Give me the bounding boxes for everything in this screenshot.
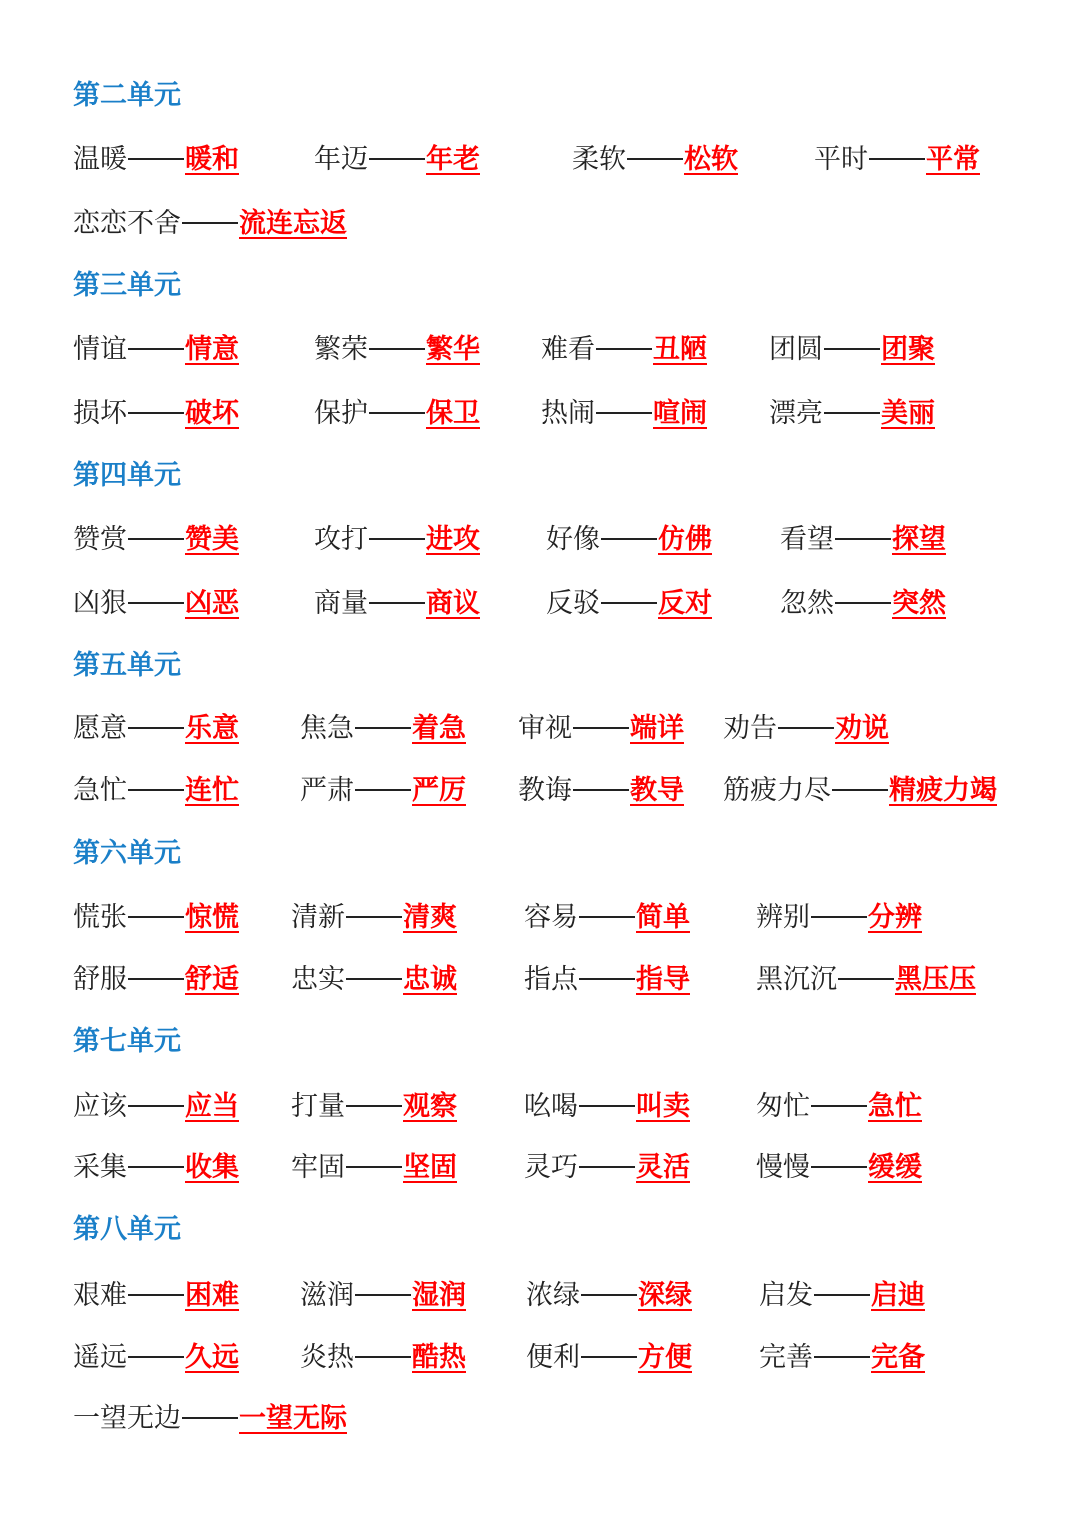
em-dash-divider: [355, 727, 411, 729]
source-word: 看望: [780, 524, 834, 555]
em-dash-divider: [346, 916, 402, 918]
source-word: 吆喝: [524, 1091, 578, 1122]
em-dash-divider: [355, 1356, 411, 1358]
em-dash-divider: [778, 727, 834, 729]
synonym-answer: 繁华: [426, 334, 480, 365]
source-word: 打量: [291, 1091, 345, 1122]
em-dash-divider: [814, 1356, 870, 1358]
synonym-answer: 流连忘返: [239, 208, 347, 239]
synonym-pair: [291, 1146, 457, 1190]
source-word: 愿意: [73, 713, 127, 744]
word-row: [0, 769, 1080, 813]
em-dash-divider: [128, 1356, 184, 1358]
synonym-pair: [314, 582, 480, 626]
source-word: 遥远: [73, 1342, 127, 1373]
unit-heading: 第二单元: [73, 80, 181, 111]
synonym-pair: [300, 769, 466, 813]
synonym-pair: [73, 392, 239, 436]
source-word: 严肃: [300, 775, 354, 806]
synonym-answer: 进攻: [426, 524, 480, 555]
synonym-answer: 舒适: [185, 964, 239, 995]
synonym-pair: [73, 582, 239, 626]
synonym-answer: 保卫: [426, 398, 480, 429]
synonym-pair: [73, 1397, 347, 1441]
synonym-answer: 情意: [185, 334, 239, 365]
synonym-pair: [546, 518, 712, 562]
em-dash-divider: [835, 602, 891, 604]
em-dash-divider: [128, 916, 184, 918]
source-word: 完善: [759, 1342, 813, 1373]
source-word: 浓绿: [526, 1280, 580, 1311]
source-word: 匆忙: [756, 1091, 810, 1122]
source-word: 慢慢: [756, 1152, 810, 1183]
em-dash-divider: [182, 222, 238, 224]
synonym-answer: 观察: [403, 1091, 457, 1122]
word-row: [0, 1397, 1080, 1441]
synonym-pair: [73, 1146, 239, 1190]
synonym-pair: [780, 582, 946, 626]
synonym-pair: [518, 707, 684, 751]
synonym-pair: [814, 138, 980, 182]
synonym-pair: [780, 518, 946, 562]
synonym-pair: [314, 138, 480, 182]
em-dash-divider: [838, 978, 894, 980]
source-word: 舒服: [73, 964, 127, 995]
word-row: [0, 896, 1080, 940]
synonym-answer: 急忙: [868, 1091, 922, 1122]
synonym-pair: [756, 958, 976, 1002]
source-word: 温暖: [73, 144, 127, 175]
synonym-pair: [572, 138, 738, 182]
synonym-pair: [524, 1085, 690, 1129]
synonym-answer: 暖和: [185, 144, 239, 175]
em-dash-divider: [811, 1105, 867, 1107]
source-word: 清新: [291, 902, 345, 933]
synonym-answer: 乐意: [185, 713, 239, 744]
em-dash-divider: [128, 727, 184, 729]
source-word: 团圆: [769, 334, 823, 365]
em-dash-divider: [128, 538, 184, 540]
synonym-answer: 严厉: [412, 775, 466, 806]
synonym-pair: [756, 1146, 922, 1190]
source-word: 年迈: [314, 144, 368, 175]
em-dash-divider: [128, 789, 184, 791]
em-dash-divider: [182, 1417, 238, 1419]
synonym-answer: 灵活: [636, 1152, 690, 1183]
source-word: 指点: [524, 964, 578, 995]
word-row: [0, 518, 1080, 562]
synonym-answer: 困难: [185, 1280, 239, 1311]
source-word: 攻打: [314, 524, 368, 555]
em-dash-divider: [128, 1105, 184, 1107]
source-word: 黑沉沉: [756, 964, 837, 995]
synonym-answer: 久远: [185, 1342, 239, 1373]
em-dash-divider: [811, 1166, 867, 1168]
em-dash-divider: [128, 1294, 184, 1296]
em-dash-divider: [627, 158, 683, 160]
synonym-pair: [541, 328, 707, 372]
synonym-pair: [300, 1274, 466, 1318]
synonym-answer: 平常: [926, 144, 980, 175]
synonym-pair: [524, 1146, 690, 1190]
source-word: 柔软: [572, 144, 626, 175]
unit-heading: 第三单元: [73, 270, 181, 301]
source-word: 商量: [314, 588, 368, 619]
unit-heading: 第四单元: [73, 460, 181, 491]
synonym-answer: 年老: [426, 144, 480, 175]
source-word: 劝告: [723, 713, 777, 744]
synonym-answer: 黑压压: [895, 964, 976, 995]
synonym-answer: 凶恶: [185, 588, 239, 619]
em-dash-divider: [824, 412, 880, 414]
synonym-answer: 突然: [892, 588, 946, 619]
word-row: [0, 202, 1080, 246]
source-word: 热闹: [541, 398, 595, 429]
source-word: 艰难: [73, 1280, 127, 1311]
em-dash-divider: [579, 1105, 635, 1107]
source-word: 忠实: [291, 964, 345, 995]
unit-heading: 第七单元: [73, 1026, 181, 1057]
synonym-answer: 分辨: [868, 902, 922, 933]
synonym-pair: [526, 1274, 692, 1318]
source-word: 好像: [546, 524, 600, 555]
em-dash-divider: [369, 412, 425, 414]
synonym-answer: 美丽: [881, 398, 935, 429]
synonym-answer: 反对: [658, 588, 712, 619]
synonym-pair: [73, 1274, 239, 1318]
source-word: 难看: [541, 334, 595, 365]
em-dash-divider: [601, 538, 657, 540]
em-dash-divider: [346, 1166, 402, 1168]
em-dash-divider: [128, 158, 184, 160]
synonym-answer: 深绿: [638, 1280, 692, 1311]
synonym-answer: 破坏: [185, 398, 239, 429]
synonym-pair: [73, 202, 347, 246]
synonym-answer: 一望无际: [239, 1403, 347, 1434]
word-row: [0, 582, 1080, 626]
em-dash-divider: [832, 789, 888, 791]
em-dash-divider: [128, 978, 184, 980]
em-dash-divider: [346, 1105, 402, 1107]
synonym-answer: 清爽: [403, 902, 457, 933]
word-row: [0, 707, 1080, 751]
source-word: 慌张: [73, 902, 127, 933]
synonym-answer: 探望: [892, 524, 946, 555]
synonym-answer: 精疲力竭: [889, 775, 997, 806]
synonym-pair: [518, 769, 684, 813]
synonym-answer: 方便: [638, 1342, 692, 1373]
source-word: 反驳: [546, 588, 600, 619]
synonym-pair: [314, 328, 480, 372]
synonym-answer: 喧闹: [653, 398, 707, 429]
em-dash-divider: [369, 348, 425, 350]
source-word: 赞赏: [73, 524, 127, 555]
synonym-answer: 教导: [630, 775, 684, 806]
synonym-answer: 缓缓: [868, 1152, 922, 1183]
em-dash-divider: [869, 158, 925, 160]
em-dash-divider: [128, 412, 184, 414]
source-word: 应该: [73, 1091, 127, 1122]
em-dash-divider: [579, 1166, 635, 1168]
source-word: 凶狠: [73, 588, 127, 619]
synonym-pair: [73, 769, 239, 813]
source-word: 牢固: [291, 1152, 345, 1183]
source-word: 辨别: [756, 902, 810, 933]
em-dash-divider: [369, 158, 425, 160]
source-word: 滋润: [300, 1280, 354, 1311]
synonym-answer: 坚固: [403, 1152, 457, 1183]
source-word: 容易: [524, 902, 578, 933]
em-dash-divider: [355, 1294, 411, 1296]
synonym-pair: [723, 769, 997, 813]
em-dash-divider: [814, 1294, 870, 1296]
synonym-pair: [300, 1336, 466, 1380]
source-word: 灵巧: [524, 1152, 578, 1183]
source-word: 平时: [814, 144, 868, 175]
source-word: 采集: [73, 1152, 127, 1183]
synonym-pair: [73, 1336, 239, 1380]
em-dash-divider: [601, 602, 657, 604]
source-word: 情谊: [73, 334, 127, 365]
synonym-answer: 端详: [630, 713, 684, 744]
em-dash-divider: [573, 789, 629, 791]
synonym-answer: 仿佛: [658, 524, 712, 555]
synonym-pair: [541, 392, 707, 436]
source-word: 损坏: [73, 398, 127, 429]
source-word: 焦急: [300, 713, 354, 744]
source-word: 漂亮: [769, 398, 823, 429]
em-dash-divider: [835, 538, 891, 540]
synonym-answer: 忠诚: [403, 964, 457, 995]
source-word: 一望无边: [73, 1403, 181, 1434]
em-dash-divider: [596, 412, 652, 414]
synonym-answer: 团聚: [881, 334, 935, 365]
synonym-answer: 应当: [185, 1091, 239, 1122]
em-dash-divider: [579, 916, 635, 918]
synonym-answer: 叫卖: [636, 1091, 690, 1122]
synonym-pair: [291, 896, 457, 940]
synonym-pair: [759, 1336, 925, 1380]
em-dash-divider: [355, 789, 411, 791]
synonym-pair: [73, 328, 239, 372]
synonym-answer: 松软: [684, 144, 738, 175]
synonym-pair: [73, 518, 239, 562]
synonym-pair: [73, 707, 239, 751]
synonym-answer: 赞美: [185, 524, 239, 555]
synonym-answer: 收集: [185, 1152, 239, 1183]
source-word: 启发: [759, 1280, 813, 1311]
synonym-answer: 启迪: [871, 1280, 925, 1311]
synonym-pair: [314, 518, 480, 562]
word-row: [0, 1336, 1080, 1380]
synonym-pair: [756, 896, 922, 940]
em-dash-divider: [369, 602, 425, 604]
em-dash-divider: [596, 348, 652, 350]
word-row: [0, 958, 1080, 1002]
em-dash-divider: [581, 1294, 637, 1296]
source-word: 急忙: [73, 775, 127, 806]
synonym-pair: [759, 1274, 925, 1318]
em-dash-divider: [811, 916, 867, 918]
source-word: 恋恋不舍: [73, 208, 181, 239]
synonym-pair: [314, 392, 480, 436]
synonym-answer: 湿润: [412, 1280, 466, 1311]
word-row: [0, 1146, 1080, 1190]
source-word: 炎热: [300, 1342, 354, 1373]
synonym-pair: [300, 707, 466, 751]
synonym-pair: [756, 1085, 922, 1129]
em-dash-divider: [369, 538, 425, 540]
source-word: 筋疲力尽: [723, 775, 831, 806]
synonym-answer: 简单: [636, 902, 690, 933]
synonym-pair: [769, 392, 935, 436]
synonym-answer: 着急: [412, 713, 466, 744]
word-row: [0, 392, 1080, 436]
em-dash-divider: [579, 978, 635, 980]
source-word: 繁荣: [314, 334, 368, 365]
em-dash-divider: [128, 348, 184, 350]
unit-heading: 第六单元: [73, 838, 181, 869]
word-row: [0, 138, 1080, 182]
synonym-pair: [723, 707, 889, 751]
synonym-answer: 劝说: [835, 713, 889, 744]
synonym-answer: 惊慌: [185, 902, 239, 933]
synonym-answer: 丑陋: [653, 334, 707, 365]
em-dash-divider: [346, 978, 402, 980]
source-word: 教诲: [518, 775, 572, 806]
synonym-pair: [291, 958, 457, 1002]
synonym-answer: 指导: [636, 964, 690, 995]
em-dash-divider: [128, 602, 184, 604]
synonym-answer: 酷热: [412, 1342, 466, 1373]
unit-heading: 第五单元: [73, 650, 181, 681]
source-word: 审视: [518, 713, 572, 744]
source-word: 便利: [526, 1342, 580, 1373]
em-dash-divider: [573, 727, 629, 729]
em-dash-divider: [824, 348, 880, 350]
source-word: 保护: [314, 398, 368, 429]
em-dash-divider: [128, 1166, 184, 1168]
word-row: [0, 328, 1080, 372]
synonym-pair: [524, 958, 690, 1002]
source-word: 忽然: [780, 588, 834, 619]
unit-heading: 第八单元: [73, 1214, 181, 1245]
synonym-answer: 商议: [426, 588, 480, 619]
synonym-answer: 连忙: [185, 775, 239, 806]
synonym-pair: [73, 958, 239, 1002]
synonym-pair: [73, 1085, 239, 1129]
synonym-pair: [291, 1085, 457, 1129]
synonym-pair: [73, 138, 239, 182]
synonym-pair: [546, 582, 712, 626]
em-dash-divider: [581, 1356, 637, 1358]
synonym-pair: [524, 896, 690, 940]
synonym-pair: [769, 328, 935, 372]
word-row: [0, 1085, 1080, 1129]
synonym-pair: [73, 896, 239, 940]
synonym-pair: [526, 1336, 692, 1380]
synonym-answer: 完备: [871, 1342, 925, 1373]
word-row: [0, 1274, 1080, 1318]
